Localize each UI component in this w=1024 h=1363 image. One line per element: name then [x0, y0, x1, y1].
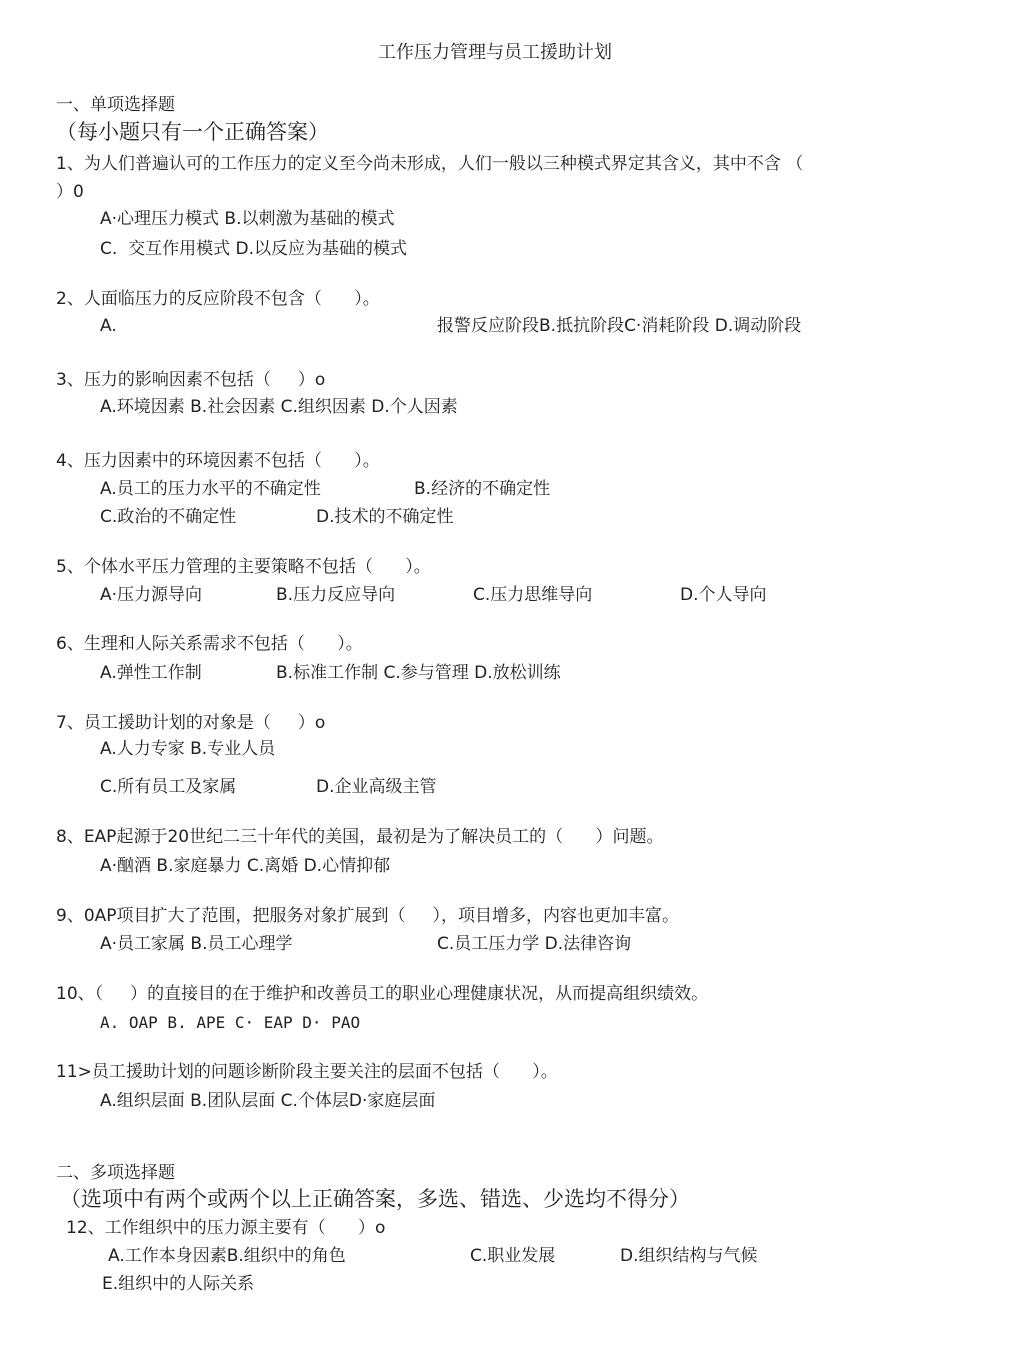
question-2-options: 报警反应阶段B.抵抗阶段C·消耗阶段 D.调动阶段 — [437, 316, 802, 336]
question-8-stem: 8、EAP起源于20世纪二三十年代的美国，最初是为了解决员工的（ ）问题。 — [56, 827, 664, 847]
question-5-stem: 5、个体水平压力管理的主要策略不包括（ ）。 — [56, 557, 431, 577]
question-12-options-ab: A.工作本身因素B.组织中的角色 — [108, 1246, 346, 1266]
question-4-option-a: A.员工的压力水平的不确定性 — [100, 479, 321, 499]
question-7-options-ab: A.人力专家 B.专业人员 — [100, 739, 276, 759]
question-2-stem: 2、人面临压力的反应阶段不包含（ ）。 — [56, 289, 380, 309]
question-1-options-2: C. 交互作用模式 D.以反应为基础的模式 — [100, 239, 407, 259]
question-6-option-a: A.弹性工作制 — [100, 663, 202, 683]
section-2-heading: 二、多项选择题 — [56, 1163, 175, 1183]
question-3-options: A.环境因素 B.社会因素 C.组织因素 D.个人因素 — [100, 397, 458, 417]
question-1-stem-cont: ）0 — [56, 182, 84, 202]
page-title: 工作压力管理与员工援助计划 — [378, 42, 612, 63]
question-1-options-1: A·心理压力模式 B.以刺激为基础的模式 — [100, 209, 395, 229]
question-5-option-b: B.压力反应导向 — [276, 585, 396, 605]
question-5-option-a: A·压力源导向 — [100, 585, 203, 605]
question-9-options-cd: C.员工压力学 D.法律咨询 — [437, 934, 632, 954]
question-11-stem: 11>员工援助计划的问题诊断阶段主要关注的层面不包括（ ）。 — [56, 1062, 558, 1082]
question-7-stem: 7、员工援助计划的对象是（ ）o — [56, 713, 326, 733]
question-12-stem: 12、工作组织中的压力源主要有（ ）o — [66, 1218, 386, 1238]
question-4-option-b: B.经济的不确定性 — [414, 479, 551, 499]
question-6-stem: 6、生理和人际关系需求不包括（ ）。 — [56, 634, 363, 654]
section-1-heading: 一、单项选择题 — [56, 95, 175, 115]
question-12-option-d: D.组织结构与气候 — [620, 1246, 758, 1266]
question-9-stem: 9、0AP项目扩大了范围，把服务对象扩展到（ ），项目增多，内容也更加丰富。 — [56, 906, 680, 926]
question-5-option-d: D.个人导向 — [680, 585, 767, 605]
question-5-option-c: C.压力思维导向 — [473, 585, 593, 605]
question-11-options: A.组织层面 B.团队层面 C.个体层D·家庭层面 — [100, 1091, 436, 1111]
question-10-stem: 10、（ ）的直接目的在于维护和改善员工的职业心理健康状况，从而提高组织绩效。 — [56, 984, 709, 1004]
question-12-option-e: E.组织中的人际关系 — [102, 1274, 255, 1294]
question-6-options: B.标准工作制 C.参与管理 D.放松训练 — [276, 663, 561, 683]
question-4-option-c: C.政治的不确定性 — [100, 507, 237, 527]
section-1-note: （每小题只有一个正确答案） — [56, 120, 329, 144]
question-1-stem: 1、为人们普遍认可的工作压力的定义至今尚未形成，人们一般以三种模式界定其含义，其中不含 （ — [56, 154, 804, 174]
question-4-stem: 4、压力因素中的环境因素不包括（ ）。 — [56, 451, 380, 471]
question-7-option-d: D.企业高级主管 — [316, 777, 437, 797]
question-4-option-d: D.技术的不确定性 — [316, 507, 454, 527]
question-2-option-a: A. — [100, 316, 117, 336]
question-3-stem: 3、压力的影响因素不包括（ ）o — [56, 370, 326, 390]
question-9-options-ab: A·员工家属 B.员工心理学 — [100, 934, 293, 954]
question-10-options: A. OAP B. APE C· EAP D· PAO — [100, 1013, 361, 1032]
section-2-note: （选项中有两个或两个以上正确答案，多选、错选、少选均不得分） — [60, 1187, 690, 1211]
question-7-option-c: C.所有员工及家属 — [100, 777, 237, 797]
question-12-option-c: C.职业发展 — [470, 1246, 556, 1266]
question-8-options: A·酗酒 B.家庭暴力 C.离婚 D.心情抑郁 — [100, 856, 391, 876]
